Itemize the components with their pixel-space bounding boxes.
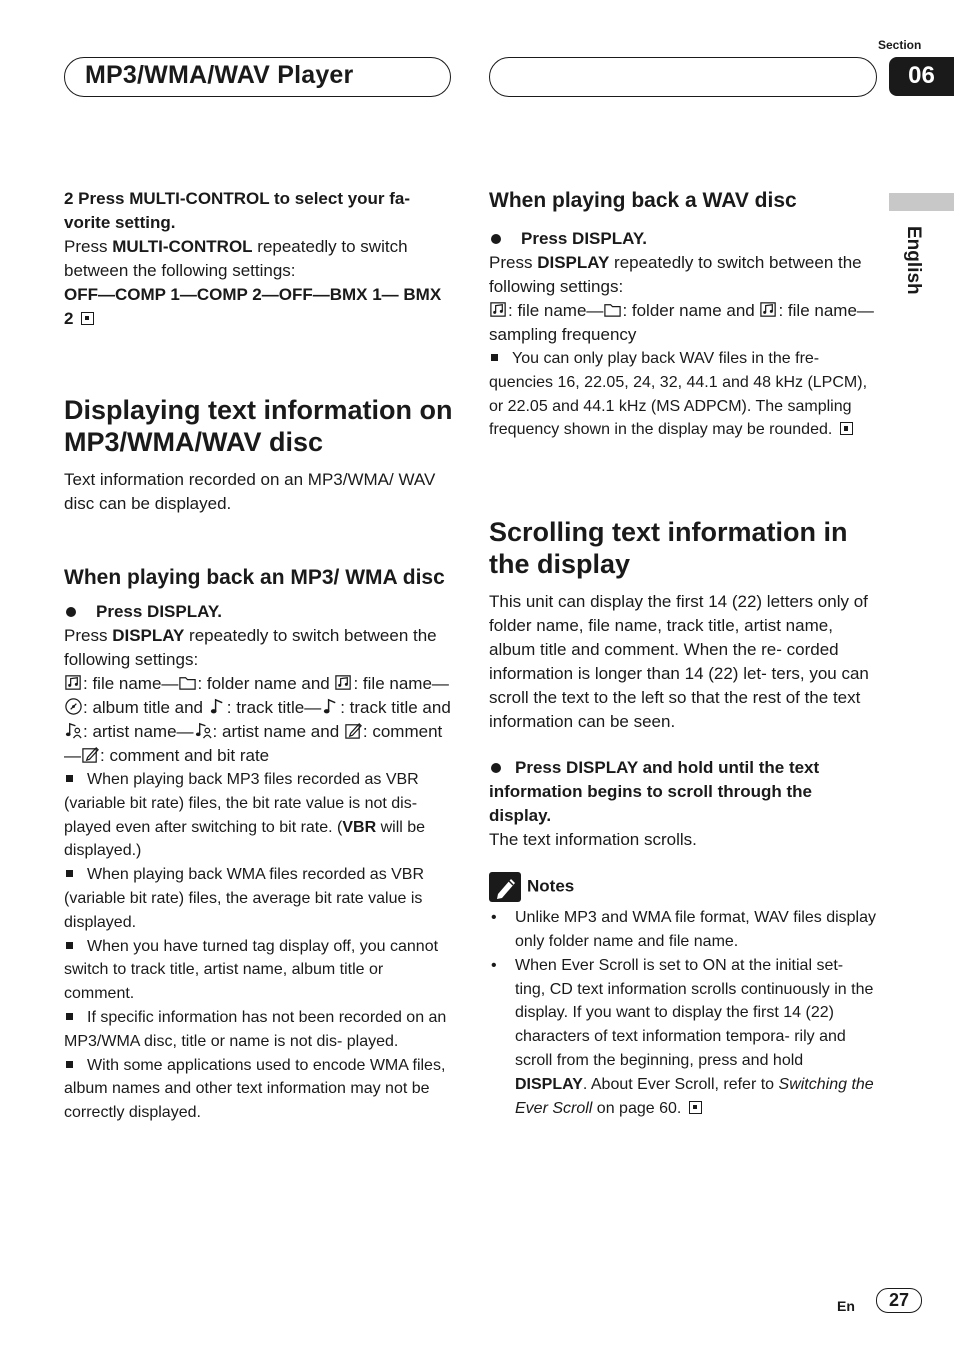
- section-number: 06: [889, 57, 954, 96]
- file-music-icon: [759, 300, 778, 319]
- scroll-step-body: The text information scrolls.: [489, 830, 697, 850]
- bullet-dot-icon: [66, 607, 76, 617]
- mp3-settings: : file name— : folder name and : file name—: album title and : track title— : track title and : artist name— : artist name and : comment— : comment and bit rate: [64, 674, 451, 765]
- mp3-step: Press DISPLAY.: [64, 600, 454, 624]
- note-item: • When Ever Scroll is set to ON at the initial set- ting, CD text information scrolls continuously in the display. If you want to display the first 14 (22) characters of text information tempora- rily and scroll from the beginning, press and hold DISPLAY. About Ever Scroll, refer to Switching the Ever Scroll on page 60.: [489, 954, 877, 1121]
- square-bullet-icon: [66, 1061, 73, 1068]
- artist-icon: [64, 721, 83, 740]
- comment-icon: [344, 721, 363, 740]
- header-empty-frame: [489, 57, 877, 97]
- subheading-wav: When playing back a WAV disc: [489, 189, 797, 212]
- square-bullet-icon: [66, 775, 73, 782]
- wav-settings: : file name— : folder name and : file name—sampling frequency: [489, 301, 874, 344]
- bullet-dot-icon: [491, 763, 501, 773]
- end-mark-icon: [840, 422, 853, 435]
- page-header-title: MP3/WMA/WAV Player: [85, 61, 354, 89]
- end-mark-icon: [81, 312, 94, 325]
- footer-lang-code: En: [837, 1298, 855, 1314]
- notes-list: [489, 906, 877, 1120]
- scrolling-intro: This unit can display the first 14 (22) letters only of folder name, file name, track title, artist name, album title and comment. When the re- corded information is longer than 14 (22) let- ters, you can scroll the text to the left so that the rest of the text information can be seen.: [489, 592, 869, 732]
- mp3-notes: [64, 768, 454, 1125]
- right-column: [489, 187, 877, 1120]
- step2-sequence: OFF—COMP 1—COMP 2—OFF—BMX 1— BMX 2: [64, 285, 442, 328]
- language-tab: [889, 193, 954, 211]
- note-item: When you have turned tag display off, you cannot switch to track title, artist name, album title or comment.: [64, 937, 439, 1003]
- folder-icon: [178, 673, 197, 692]
- scroll-step: Press DISPLAY and hold until the text information begins to scroll through the display.: [489, 758, 820, 826]
- step2-heading: 2 Press MULTI-CONTROL to select your fa- vorite setting.: [64, 189, 411, 232]
- bullet-dot-icon: [491, 234, 501, 244]
- comment-icon: [81, 745, 100, 764]
- file-music-icon: [489, 300, 508, 319]
- square-bullet-icon: [491, 354, 498, 361]
- notes-pencil-icon: [489, 872, 521, 902]
- file-music-icon: [334, 673, 353, 692]
- page-number: 27: [876, 1288, 922, 1313]
- folder-icon: [603, 300, 622, 319]
- header-title-frame: [64, 57, 451, 97]
- section-label: Section: [878, 38, 922, 52]
- square-bullet-icon: [66, 942, 73, 949]
- end-mark-icon: [689, 1101, 702, 1114]
- wav-step: Press DISPLAY.: [489, 227, 877, 251]
- left-column: [64, 187, 454, 1125]
- square-bullet-icon: [66, 870, 73, 877]
- displaying-intro: Text information recorded on an MP3/WMA/ WAV disc can be displayed.: [64, 470, 436, 513]
- wav-body: Press DISPLAY repeatedly to switch between the following settings:: [489, 253, 862, 296]
- wav-note: You can only play back WAV files in the fre- quencies 16, 22.05, 24, 32, 44.1 and 48 kHz (LPCM), or 22.05 and 44.1 kHz (MS ADPCM). The sampling frequency shown in the display may be rounded.: [489, 350, 868, 439]
- note-item: If specific information has not been recorded on an MP3/WMA disc, title or name is not dis- played.: [64, 1008, 447, 1050]
- square-bullet-icon: [66, 1013, 73, 1020]
- section-heading-displaying: Displaying text information on MP3/WMA/WAV disc: [64, 395, 453, 457]
- section-heading-scrolling: Scrolling text information in the display: [489, 517, 848, 580]
- album-disc-icon: [64, 697, 83, 716]
- mp3-body: Press DISPLAY repeatedly to switch between the following settings:: [64, 626, 437, 669]
- note-item: • Unlike MP3 and WMA file format, WAV files display only folder name and file name.: [489, 906, 877, 954]
- track-note-icon: [208, 697, 227, 716]
- note-item: With some applications used to encode WMA files, album names and other text information may not be correctly displayed.: [64, 1056, 446, 1122]
- artist-icon: [194, 721, 213, 740]
- notes-header: Notes: [489, 872, 877, 902]
- note-item: When playing back WMA files recorded as VBR (variable bit rate) files, the average bit rate value is displayed.: [64, 866, 425, 931]
- track-note-icon: [321, 697, 340, 716]
- file-music-icon: [64, 673, 83, 692]
- step2-body: Press MULTI-CONTROL repeatedly to switch between the following settings:: [64, 237, 408, 280]
- subheading-mp3-wma: When playing back an MP3/ WMA disc: [64, 566, 445, 589]
- note-item: When playing back MP3 files recorded as VBR (variable bit rate) files, the bit rate value is not dis- played even after switching to bit rate. (VBR will be displayed.): [64, 771, 426, 860]
- language-label: English: [903, 226, 924, 295]
